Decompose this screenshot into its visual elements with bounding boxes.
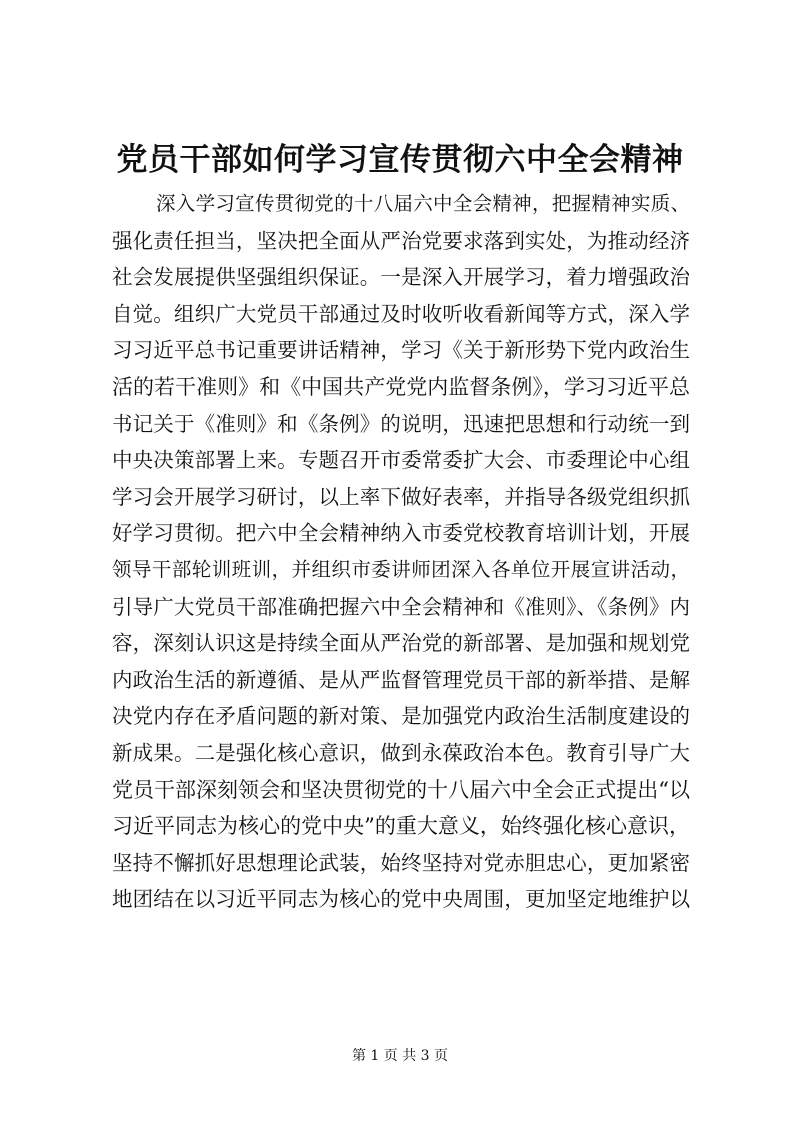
body-line: 习习近平总书记重要讲话精神，学习《关于新形势下党内政治生 bbox=[112, 338, 690, 363]
body-line: 书记关于《准则》和《条例》的说明，迅速把思想和行动统一到 bbox=[112, 411, 690, 436]
body-line: 自觉。组织广大党员干部通过及时收听收看新闻等方式，深入学 bbox=[112, 301, 690, 326]
body-line: 学习会开展学习研讨，以上率下做好表率，并指导各级党组织抓 bbox=[112, 484, 690, 509]
document-title: 党员干部如何学习宣传贯彻六中全会精神 bbox=[116, 142, 684, 178]
body-line: 强化责任担当，坚决把全面从严治党要求落到实处，为推动经济 bbox=[112, 228, 690, 253]
body-line: 深入学习宣传贯彻党的十八届六中全会精神，把握精神实质、 bbox=[156, 192, 690, 215]
body-line: 领导干部轮训班训，并组织市委讲师团深入各单位开展宣讲活动， bbox=[112, 557, 690, 581]
body-line: 坚持不懈抓好思想理论武装，始终坚持对党赤胆忠心，更加紧密 bbox=[112, 850, 690, 875]
body-line: 活的若干准则》和《中国共产党党内监督条例》，学习习近平总 bbox=[112, 374, 690, 399]
body-line: 决党内存在矛盾问题的新对策、是加强党内政治生活制度建设的 bbox=[112, 704, 690, 729]
page-number-footer: 第 1 页 共 3 页 bbox=[351, 1048, 449, 1064]
body-line: 习近平同志为核心的党中央”的重大意义，始终强化核心意识， bbox=[112, 814, 690, 839]
body-line: 好学习贯彻。把六中全会精神纳入市委党校教育培训计划，开展 bbox=[112, 521, 690, 546]
body-line: 中央决策部署上来。专题召开市委常委扩大会、市委理论中心组 bbox=[112, 448, 690, 473]
document-body bbox=[112, 186, 690, 918]
body-line: 社会发展提供坚强组织保证。一是深入开展学习，着力增强政治 bbox=[112, 265, 690, 290]
body-line: 党员干部深刻领会和坚决贯彻党的十八届六中全会正式提出“以 bbox=[112, 777, 690, 802]
body-line: 地团结在以习近平同志为核心的党中央周围，更加坚定地维护以 bbox=[112, 887, 690, 912]
body-line: 内政治生活的新遵循、是从严监督管理党员干部的新举措、是解 bbox=[112, 667, 690, 692]
body-line: 引导广大党员干部准确把握六中全会精神和《准则》、《条例》内 bbox=[112, 594, 690, 619]
body-line: 新成果。二是强化核心意识，做到永葆政治本色。教育引导广大 bbox=[112, 740, 690, 765]
body-line: 容，深刻认识这是持续全面从严治党的新部署、是加强和规划党 bbox=[112, 631, 690, 656]
